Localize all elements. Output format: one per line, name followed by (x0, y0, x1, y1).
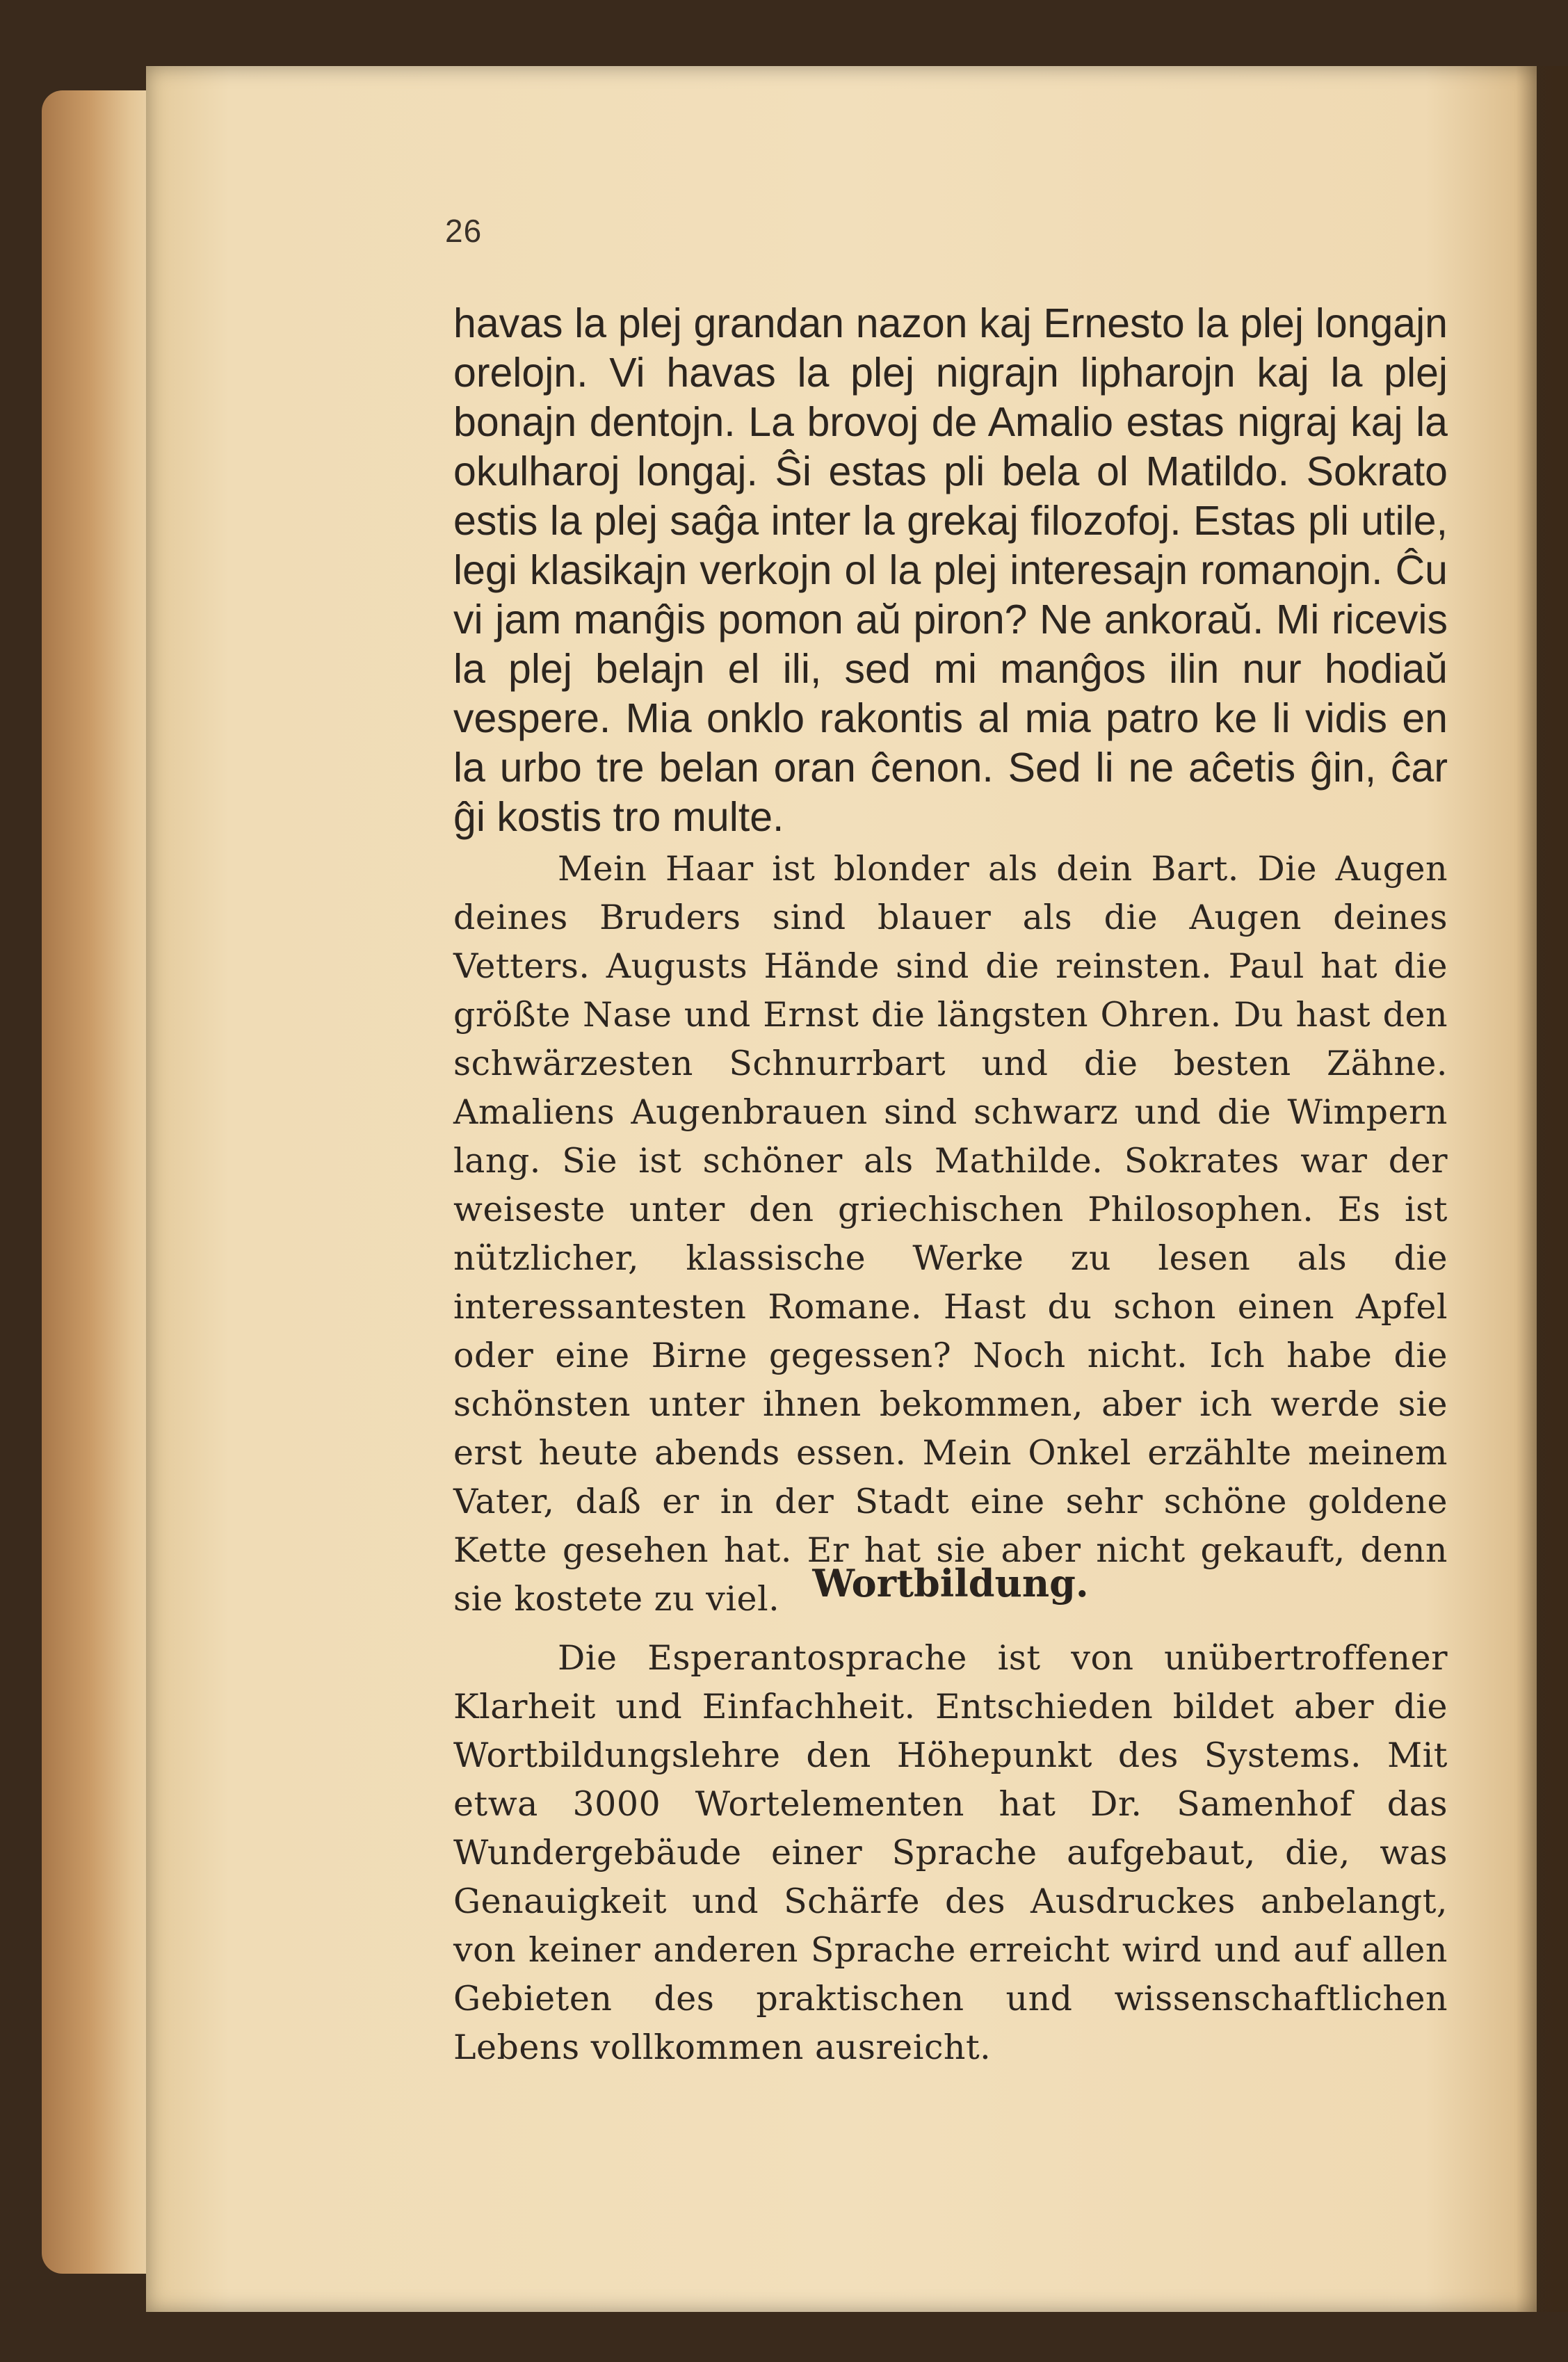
esperanto-paragraph: havas la plej grandan nazon kaj Ernesto la plej longajn orelojn. Vi havas la plej nigrajn lipharojn kaj la plej bonajn dentojn. La brovoj de Amalio estas nigraj kaj la okulharoj longaj. Ŝi estas pli bela ol Matildo. Sokrato estis la plej saĝa inter la grekaj filozofoj. Estas pli utile, legi klasikajn verkojn ol la plej interesajn romanojn. Ĉu vi jam manĝis pomon aŭ piron? Ne ankoraŭ. Mi ricevis la plej belajn el ili, sed mi manĝos ilin nur hodiaŭ vespere. Mia onklo rakontis al mia patro ke li vidis en la urbo tre belan oran ĉenon. Sed li ne aĉetis ĝin, ĉar ĝi kostis tro multe. (453, 300, 1448, 840)
page-edges (42, 90, 160, 2274)
binding-shadow (1516, 66, 1568, 2312)
section-paragraph: Die Esperantosprache ist von unübertroffener Klarheit und Einfachheit. Entschieden bildet aber die Wortbildungslehre den Höhepunkt des Systems. Mit etwa 3000 Wortelementen hat Dr. Samenhof das Wundergebäude einer Sprache aufgebaut, die, was Genauigkeit und Schärfe des Ausdruckes anbelangt, von keiner anderen Sprache erreicht wird und auf allen Gebieten des praktischen und wissenschaftlichen Lebens vollkommen ausreicht. (453, 1638, 1448, 2067)
page-number: 26 (445, 213, 483, 249)
german-paragraph: Mein Haar ist blonder als dein Bart. Die Augen deines Bruders sind blauer als die Augen deines Vetters. Augusts Hände sind die reinsten. Paul hat die größte Nase und Ernst die längsten Ohren. Du hast den schwärzesten Schnurrbart und die besten Zähne. Amaliens Augenbrauen sind schwarz und die Wimpern lang. Sie ist schöner als Mathilde. Sokrates war der weiseste unter den griechischen Philosophen. Es ist nützlicher, klassische Werke zu lesen als die interessantesten Romane. Hast du schon einen Apfel oder eine Birne gegessen? Noch nicht. Ich habe die schönsten unter ihnen bekommen, aber ich werde sie erst heute abends essen. Mein Onkel erzählte meinem Vater, daß er in der Stadt eine sehr schöne goldene Kette gesehen hat. Er hat sie aber nicht gekauft, denn sie kostete zu viel. (453, 849, 1448, 1619)
section-heading: Wortbildung. (812, 1561, 1089, 1605)
